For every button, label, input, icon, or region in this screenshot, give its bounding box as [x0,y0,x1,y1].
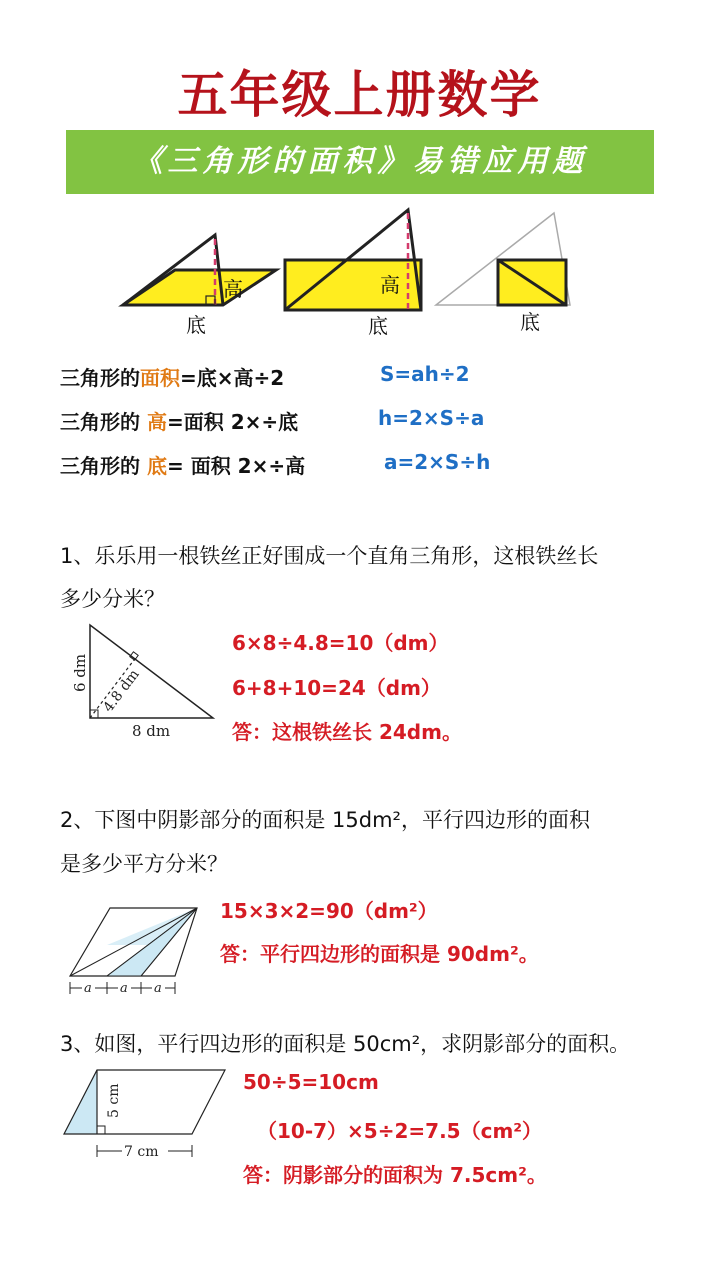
label-7cm: 7 cm [124,1144,159,1160]
problem-3-question: 3、如图，平行四边形的面积是 50cm²，求阴影部分的面积。 [60,1032,631,1056]
formula-area [60,362,284,391]
formula-base [60,450,305,479]
problem-2-answer-1: 15×3×2=90（dm²） [220,899,438,923]
label-5cm: 5 cm [106,1083,122,1118]
problem-1-answer-3: 答：这根铁丝长 24dm。 [232,720,462,744]
label-4.8dm: 4.8 dm [100,666,143,716]
formula-rest: =面积 2×÷底 [166,410,299,434]
label-8dm: 8 dm [132,722,171,740]
seg-a-3: a [154,981,162,996]
formula-key: 底 [146,454,167,478]
formula-rest: = 面积 2×÷高 [166,454,306,478]
figure-parallelogram [123,235,276,337]
problem-3-answer-1: 50÷5=10cm [243,1070,379,1094]
problem-3-answer-3: 答：阴影部分的面积为 7.5cm²。 [243,1163,547,1187]
figure-rectangle [285,210,421,338]
base-label-1: 底 [186,313,206,337]
problem-1-figure [65,618,225,743]
problem-3-figure [60,1062,235,1162]
problem-3-answer-2: （10-7）×5÷2=7.5（cm²） [257,1119,543,1143]
problem-1-answer-1: 6×8÷4.8=10（dm） [232,631,449,655]
problem-1-answer-2: 6+8+10=24（dm） [232,676,441,700]
problem-1-question-line1: 1、乐乐用一根铁丝正好围成一个直角三角形，这根铁丝长 [60,544,599,568]
formula-height-symbolic: h=2×S÷a [378,406,485,430]
base-label-2: 底 [368,314,388,338]
formula-prefix: 三角形的 [60,454,147,478]
page-title: 五年级上册数学 [177,66,542,124]
base-label-3: 底 [520,310,540,334]
formula-prefix: 三角形的 [60,410,147,434]
seg-a-2: a [120,981,128,996]
figure-triangle [436,213,570,334]
height-label-2: 高 [380,273,400,297]
formula-height [60,406,298,435]
formula-prefix: 三角形的 [60,366,140,390]
problem-2-question-line1: 2、下图中阴影部分的面积是 15dm²，平行四边形的面积 [60,808,590,832]
problem-1-question-line2: 多少分米？ [60,587,165,611]
formula-rest: =底×高÷2 [180,366,285,390]
problem-2-answer-2: 答：平行四边形的面积是 90dm²。 [220,942,539,966]
formula-base-symbolic: a=2×S÷h [384,450,491,474]
problem-2-question-line2: 是多少平方分米？ [60,852,228,876]
area-figures [118,205,598,345]
height-label-1: 高 [223,277,243,301]
seg-a-1: a [84,981,92,996]
formula-key: 面积 [140,366,180,390]
formula-key: 高 [146,410,167,434]
problem-2-figure [65,900,215,1000]
formula-area-symbolic: S=ah÷2 [380,362,470,386]
subtitle-banner: 《三角形的面积》易错应用题 [66,130,654,194]
label-6dm: 6 dm [71,653,89,692]
